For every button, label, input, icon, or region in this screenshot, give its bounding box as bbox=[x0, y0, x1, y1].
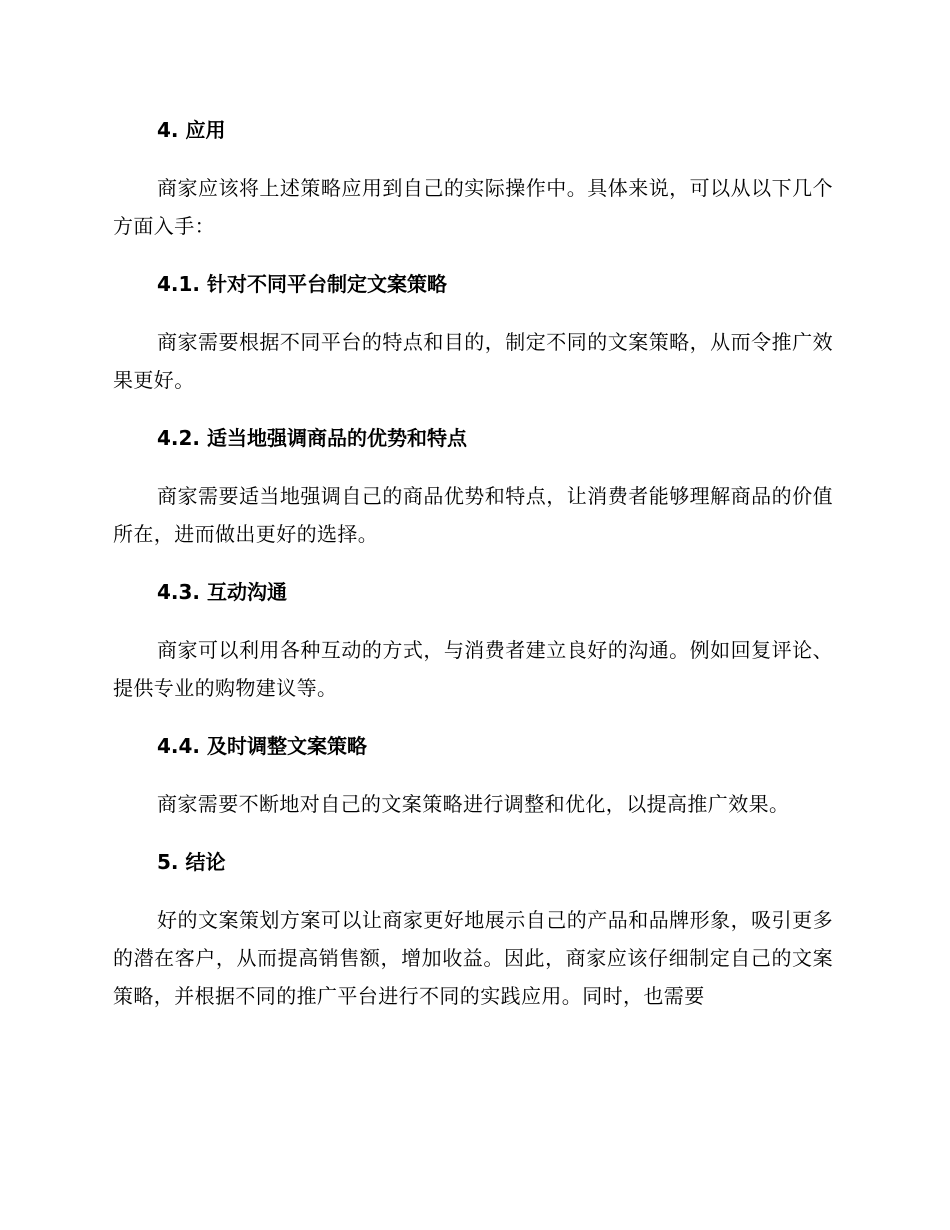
section-heading-4: 4. 应用 bbox=[157, 118, 226, 142]
section-paragraph-4-4: 商家需要不断地对自己的文案策略进行调整和优化，以提高推广效果。 bbox=[157, 792, 790, 816]
section-paragraph-5: 好的文案策划方案可以让商家更好地展示自己的产品和品牌形象，吸引更多的潜在客户，从而提高销售额，增加收益。因此，商家应该仔细制定自己的文案策略，并根据不同的推广平台进行不同的实践应用。同时，也需要 bbox=[113, 908, 833, 1008]
section-paragraph-4: 商家应该将上述策略应用到自己的实际操作中。具体来说，可以从以下几个方面入手： bbox=[113, 176, 833, 238]
section-heading-5: 5. 结论 bbox=[157, 850, 226, 874]
section-heading-4-4: 4.4. 及时调整文案策略 bbox=[157, 734, 367, 758]
section-heading-4-3: 4.3. 互动沟通 bbox=[157, 580, 287, 604]
section-paragraph-4-2: 商家需要适当地强调自己的商品优势和特点，让消费者能够理解商品的价值所在，进而做出更好的选择。 bbox=[113, 484, 833, 546]
section-heading-4-1: 4.1. 针对不同平台制定文案策略 bbox=[157, 272, 447, 296]
section-paragraph-4-3: 商家可以利用各种互动的方式，与消费者建立良好的沟通。例如回复评论、提供专业的购物建议等。 bbox=[113, 638, 833, 700]
document-body bbox=[113, 111, 833, 1015]
section-paragraph-4-1: 商家需要根据不同平台的特点和目的，制定不同的文案策略，从而令推广效果更好。 bbox=[113, 330, 833, 392]
section-heading-4-2: 4.2. 适当地强调商品的优势和特点 bbox=[157, 426, 467, 450]
